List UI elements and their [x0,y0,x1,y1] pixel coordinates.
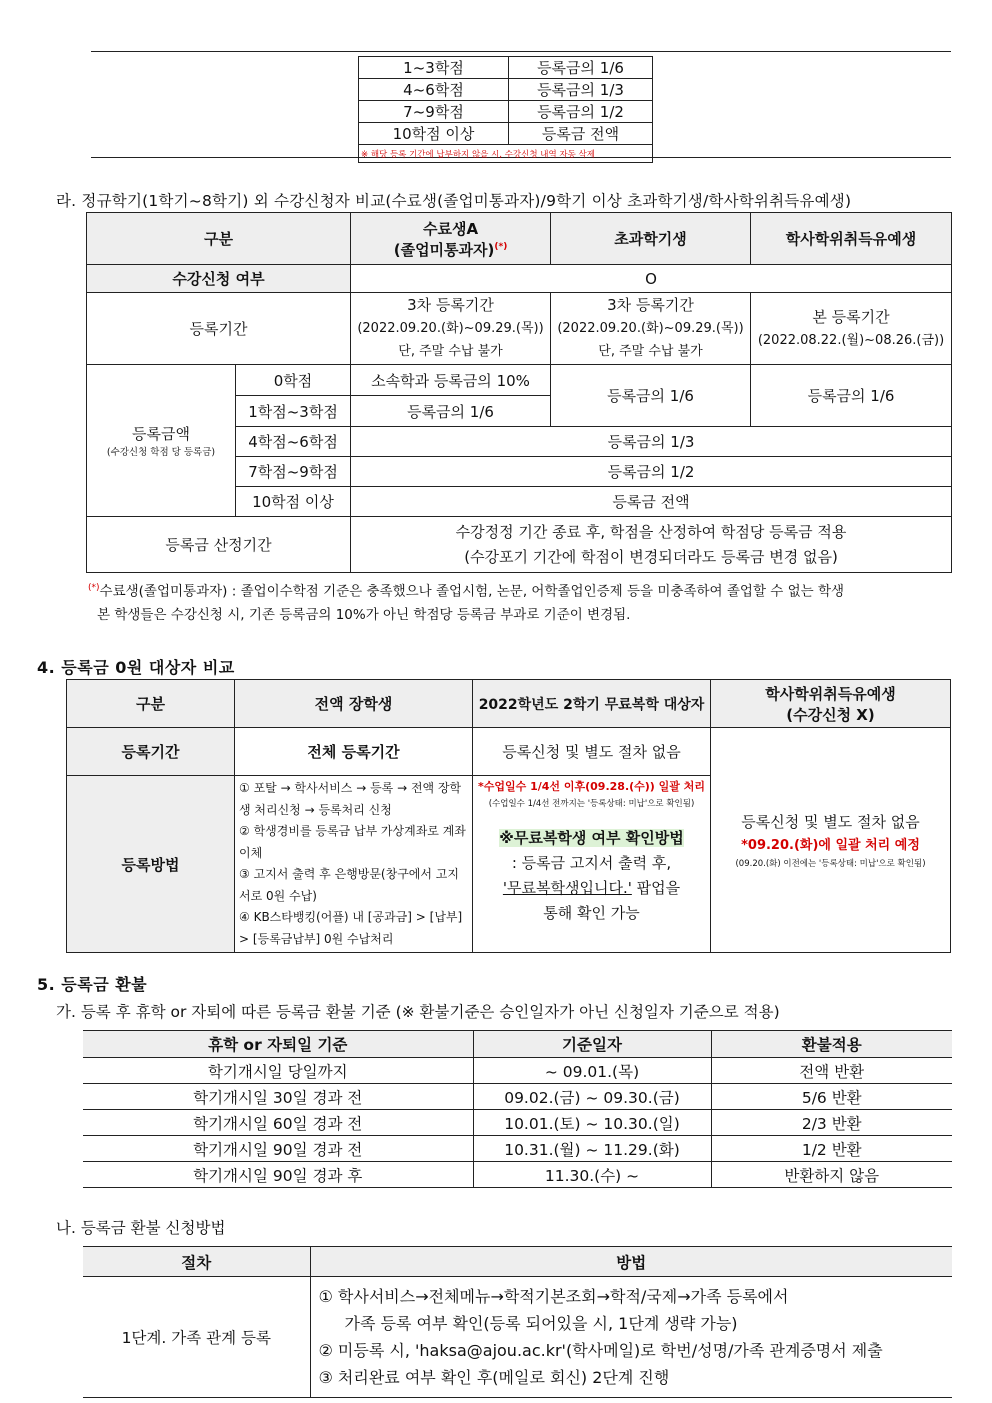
free-check-line2-wrap [473,876,710,901]
period-dates: (2022.09.20.(화)~09.29.(목)) [357,321,544,336]
refund-date: 11.30.(수) ~ [473,1162,711,1188]
free-check-popup: '무료복학생입니다.' [502,879,632,897]
free-small-note: (수업일수 1/4선 전까지는 '등록상태: 미납'으로 확인됨) [488,799,695,809]
free-check-line3: 통해 확인 가능 [543,904,640,922]
table-row [83,1162,952,1188]
free-check-line2: 팝업을 [631,879,681,897]
table-header-row [87,213,952,265]
fee-cell: 등록금의 1/3 [351,427,952,457]
section5-sub-na: 나. 등록금 환불 신청방법 [56,1219,226,1237]
top-rule [91,51,951,52]
period-name: 본 등록기간 [812,307,890,326]
calc-value [351,517,952,573]
table-row [359,101,653,123]
section4-title: 4. 등록금 0원 대상자 비교 [37,658,235,677]
free-return-method [473,776,711,953]
table-row [83,1058,952,1084]
table-row [83,1084,952,1110]
period-label: 등록기간 [67,728,235,776]
spacer [473,812,710,826]
fee-cell: 등록금 전액 [509,123,653,145]
fee-cell: 등록금의 1/2 [509,101,653,123]
zero-fee-comparison-table [66,679,951,953]
header-footnote-mark: (*) [494,241,508,252]
header-category: 구분 [87,213,351,265]
refund-date: 10.01.(토) ~ 10.30.(일) [473,1110,711,1136]
credit-cell: 10학점 이상 [359,123,509,145]
fee-label-text: 등록금액 [132,425,190,443]
period-free-return: 등록신청 및 별도 절차 없음 [473,728,711,776]
refund-date: ~ 09.01.(목) [473,1058,711,1084]
apply-label: 수강신청 여부 [87,265,351,293]
table-row [87,293,952,365]
table-row [359,145,653,163]
period-note: 단, 주말 수납 불가 [398,344,503,359]
section5-sub-ga: 가. 등록 후 휴학 or 자퇴에 따른 등록금 환불 기준 (※ 환불기준은 승인일자가 아닌 신청일자 기준으로 적용) [56,1003,780,1021]
refund-criteria-table [83,1030,952,1188]
auto-delete-note: ※ 해당 등록 기간에 납부하지 않을 시, 수강신청 내역 자동 삭제 [359,145,653,163]
deferral-method [711,728,951,953]
credit-cell: 4~6학점 [359,79,509,101]
refund-basis: 학기개시일 90일 경과 전 [83,1136,473,1162]
refund-basis: 학기개시일 당일까지 [83,1058,473,1084]
calc-line1: 수강정정 기간 종료 후, 학점을 산정하여 학점당 등록금 적용 [455,522,847,541]
non-regular-comparison-table [86,212,952,573]
refund-date: 10.31.(월) ~ 11.29.(화) [473,1136,711,1162]
header-category: 구분 [67,680,235,728]
header-degree-deferral: 학사학위취득유예생 [751,213,952,265]
credit-cell: 1~3학점 [359,57,509,79]
refund-basis: 학기개시일 30일 경과 전 [83,1084,473,1110]
header-cell: 환불적용 [711,1031,952,1058]
footnote-line1-wrap [88,577,952,604]
refund-amount: 5/6 반환 [711,1084,952,1110]
refund-amount: 2/3 반환 [711,1110,952,1136]
period-note: 단, 주말 수납 불가 [598,344,703,359]
header-completer [351,213,551,265]
period-name: 3차 등록기간 [607,296,694,314]
header-completer-line2: (졸업미통과자) [393,240,495,259]
refund-procedure-table [83,1246,952,1398]
free-check-block [473,826,710,926]
free-red-note: *수업일수 1/4선 이후(09.28.(수)) 일괄 처리 [478,780,705,793]
credit-cell: 1학점~3학점 [236,396,351,427]
fee-cell: 등록금의 1/6 [351,396,551,427]
table-row [83,1110,952,1136]
table-row [87,365,952,396]
header-deferral-line2: (수강신청 X) [786,705,875,724]
fee-cell: 등록금 전액 [351,487,952,517]
method-label: 등록방법 [67,776,235,953]
scholarship-methods [235,776,473,953]
footnote-mark: (*) [88,583,100,593]
section-ra-title: 라. 정규학기(1학기~8학기) 외 수강신청자 비교(수료생(졸업미통과자)/9학기 이상 초과학기생/학사학위취득유예생) [56,192,852,210]
header-completer-line1: 수료생A [422,219,479,238]
table-row [359,79,653,101]
calc-label: 등록금 산정기간 [87,517,351,573]
period-full-scholarship: 전체 등록기간 [235,728,473,776]
deferral-text: 등록신청 및 별도 절차 없음 [741,813,920,831]
header-cell: 절차 [83,1247,310,1277]
period-dates: (2022.09.20.(화)~09.29.(목)) [557,321,744,336]
period-name: 3차 등록기간 [407,296,494,314]
header-degree-deferral [711,680,951,728]
fee-cell: 등록금의 1/3 [509,79,653,101]
table-row [359,57,653,79]
free-check-line1: : 등록금 고지서 출력 후, [511,854,672,872]
step-line: ③ 처리완료 여부 확인 후(메일로 회신) 2단계 진행 [318,1368,670,1387]
footnote-line1: 수료생(졸업미통과자) : 졸업이수학점 기준은 충족했으나 졸업시험, 논문, 어학졸업인증제 등을 미충족하여 졸업할 수 없는 학생 [99,583,845,600]
deferral-small-note: (09.20.(화) 이전에는 '등록상태: 미납'으로 확인됨) [735,859,926,869]
step1-methods [310,1277,952,1398]
refund-amount: 반환하지 않음 [711,1162,952,1188]
fee-label-sub: (수강신청 학점 당 등록금) [106,447,216,458]
fee-shared-excess: 등록금의 1/6 [551,365,751,427]
table-row [359,123,653,145]
credit-cell: 7학점~9학점 [236,457,351,487]
fee-cell: 등록금의 1/2 [351,457,952,487]
fee-cell: 소속학과 등록금의 10% [351,365,551,396]
table-row [67,728,951,776]
table-header-row [83,1031,952,1058]
header-full-scholarship: 전액 장학생 [235,680,473,728]
top-fee-table [358,56,653,163]
period-completer [351,293,551,365]
period-label: 등록기간 [87,293,351,365]
header-cell: 기준일자 [473,1031,711,1058]
credit-cell: 0학점 [236,365,351,396]
fee-cell: 등록금의 1/6 [509,57,653,79]
refund-amount: 전액 반환 [711,1058,952,1084]
fee-label [87,365,236,517]
credit-cell: 7~9학점 [359,101,509,123]
table-header-row [83,1247,952,1277]
header-cell: 휴학 or 자퇴일 기준 [83,1031,473,1058]
deferral-red-note: *09.20.(화)에 일괄 처리 예정 [741,838,920,853]
refund-date: 09.02.(금) ~ 09.30.(금) [473,1084,711,1110]
refund-basis: 학기개시일 60일 경과 전 [83,1110,473,1136]
period-excess [551,293,751,365]
apply-value: O [351,265,952,293]
step1-label: 1단계. 가족 관계 등록 [83,1277,310,1398]
period-deferral [751,293,952,365]
header-completer-line2-wrap [351,239,550,260]
method-step: ③ 고지서 출력 후 은행방문(창구에서 고지서로 0원 수납) [239,867,459,903]
step-line: ① 학사서비스→전체메뉴→학적기본조회→학적/국제→가족 등록에서 [318,1287,789,1306]
table-row [87,517,952,573]
calc-line2: (수강포기 기간에 학점이 변경되더라도 등록금 변경 없음) [464,547,838,566]
method-step: ④ KB스타뱅킹(어플) 내 [공과금] > [납부] > [등록금납부] 0원 수납처리 [239,910,463,946]
fee-shared-deferral: 등록금의 1/6 [751,365,952,427]
table-row [83,1277,952,1398]
method-step: ① 포탈 → 학사서비스 → 등록 → 전액 장학생 처리신청 → 등록처리 신청 [239,781,462,817]
method-step: ② 학생경비를 등록금 납부 가상계좌로 계좌이체 [239,824,466,860]
refund-amount: 1/2 반환 [711,1136,952,1162]
header-deferral-line1: 학사학위취득유예생 [765,684,896,703]
table-header-row [67,680,951,728]
header-excess-semester: 초과학기생 [551,213,751,265]
free-check-title: ※무료복학생 여부 확인방법 [499,829,684,847]
table-row [87,265,952,293]
period-dates: (2022.08.22.(월)~08.26.(금)) [757,332,945,348]
step-line: ② 미등록 시, 'haksa@ajou.ac.kr'(학사메일)로 학번/성명/가족 관계증명서 제출 [318,1341,883,1360]
completer-footnote [88,577,952,627]
header-free-return: 2022학년도 2학기 무료복학 대상자 [473,680,711,728]
refund-basis: 학기개시일 90일 경과 후 [83,1162,473,1188]
header-cell: 방법 [310,1247,952,1277]
step-line: 가족 등록 여부 확인(등록 되어있을 시, 1단계 생략 가능) [344,1314,738,1333]
credit-cell: 10학점 이상 [236,487,351,517]
footnote-line2: 본 학생들은 수강신청 시, 기존 등록금의 10%가 아닌 학점당 등록금 부과로 기준이 변경됨. [97,606,631,623]
table-row [83,1136,952,1162]
section5-title: 5. 등록금 환불 [37,975,148,994]
credit-cell: 4학점~6학점 [236,427,351,457]
